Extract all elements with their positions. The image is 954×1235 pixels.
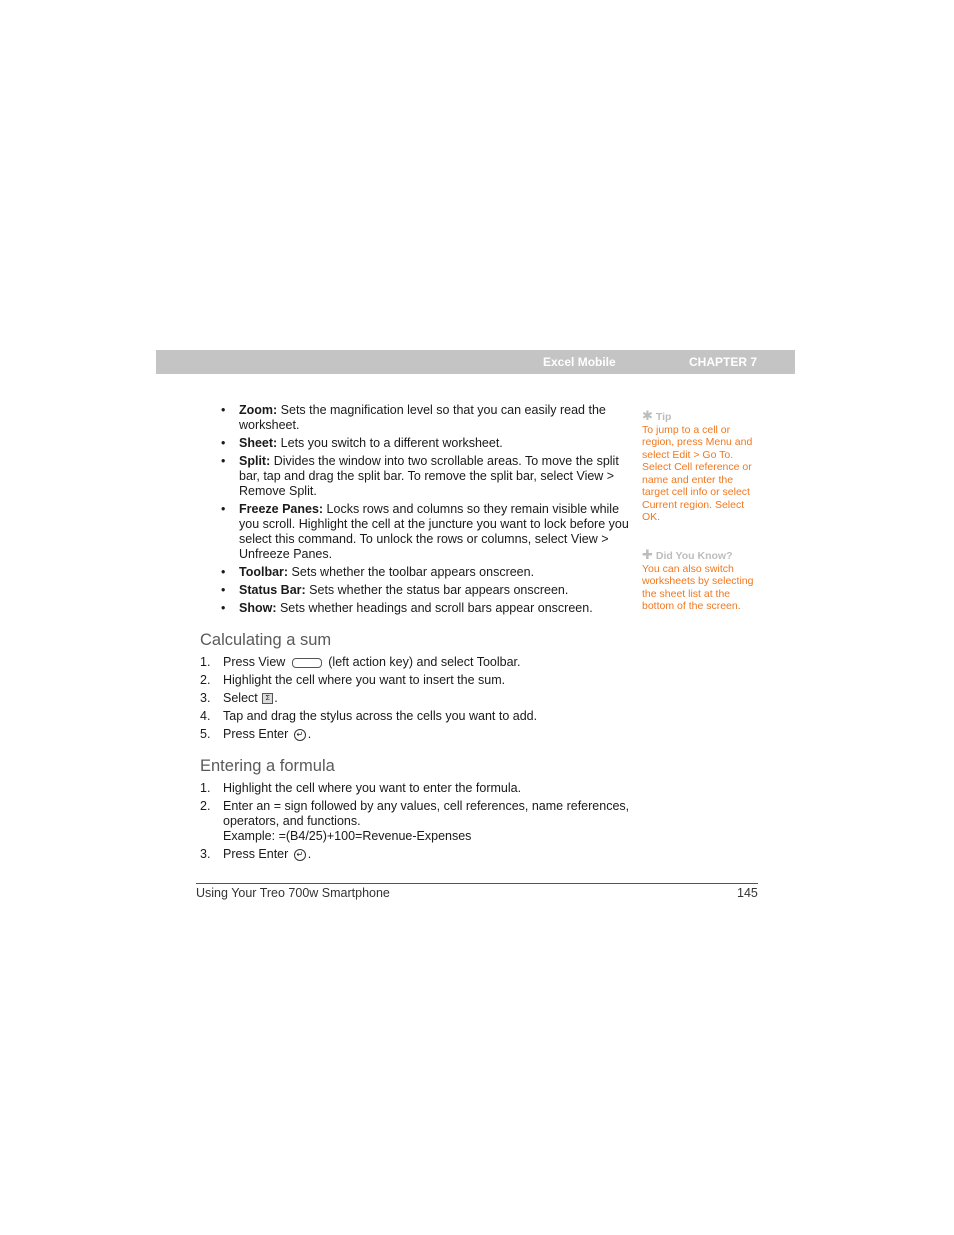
did-you-know-box: [642, 549, 760, 613]
list-item-term: Split:: [239, 454, 271, 468]
page-number: 145: [737, 886, 758, 900]
enter-key-icon: ↵: [294, 849, 306, 861]
list-item: [200, 454, 630, 499]
tip-label-text: Tip: [655, 411, 672, 423]
list-item-term: Zoom:: [239, 403, 278, 417]
formula-example: Example: =(B4/25)+100=Revenue-Expenses: [223, 829, 472, 843]
step-text: Highlight the cell where you want to insert the sum.: [223, 673, 506, 687]
chapter-header-bar: [156, 350, 795, 374]
list-item-text: Sets whether headings and scroll bars appear onscreen.: [276, 601, 593, 615]
formula-steps-list: [200, 781, 630, 862]
footer-divider: [196, 883, 758, 884]
left-action-key-icon: [292, 658, 322, 668]
step-text: .: [274, 691, 278, 705]
step-item: [200, 847, 630, 862]
step-number: 3.: [200, 691, 211, 705]
list-item-text: Sets the magnification level so that you can easily read the worksheet.: [239, 403, 606, 432]
list-item-text: Sets whether the status bar appears onscreen.: [305, 583, 569, 597]
asterisk-icon: ✱: [642, 408, 653, 423]
list-item-term: Toolbar:: [239, 565, 289, 579]
view-options-list: [200, 403, 630, 616]
step-item: [200, 691, 630, 706]
did-you-know-label-text: Did You Know?: [655, 550, 733, 562]
list-item-term: Status Bar:: [239, 583, 306, 597]
list-item-text: Sets whether the toolbar appears onscreen.: [288, 565, 535, 579]
step-text: Enter an = sign followed by any values, cell references, name references, operators, and functions.: [223, 799, 630, 828]
list-item-text: Lets you switch to a different worksheet.: [277, 436, 503, 450]
step-number: 3.: [200, 847, 211, 861]
sum-steps-list: [200, 655, 630, 742]
step-number: 5.: [200, 727, 211, 741]
list-item-term: Freeze Panes:: [239, 502, 324, 516]
step-number: 1.: [200, 781, 211, 795]
list-item-term: Sheet:: [239, 436, 278, 450]
tip-box: [642, 410, 760, 524]
step-item: [200, 781, 630, 796]
formula-section-heading: Entering a formula: [200, 757, 335, 775]
list-item: [200, 403, 630, 433]
step-text: Press Enter: [223, 847, 289, 861]
plus-icon: ✚: [642, 547, 653, 562]
list-item-term: Show:: [239, 601, 277, 615]
did-you-know-text: You can also switch worksheets by selecting the sheet list at the bottom of the screen.: [642, 562, 754, 612]
list-item: [200, 502, 630, 562]
tip-text: To jump to a cell or region, press Menu and select Edit > Go To. Select Cell reference or name and enter the target cell info or select Current region. Select OK.: [642, 423, 753, 523]
step-text: Select: [223, 691, 258, 705]
header-title: Excel Mobile: [543, 355, 616, 369]
header-chapter: CHAPTER 7: [689, 355, 758, 369]
step-item: [200, 655, 630, 670]
tip-label: [642, 410, 760, 424]
list-item: [200, 436, 630, 451]
step-text: Press View: [223, 655, 286, 669]
enter-key-icon: ↵: [294, 729, 306, 741]
step-number: 4.: [200, 709, 211, 723]
main-content: [200, 403, 630, 865]
step-number: 2.: [200, 673, 211, 687]
autosum-icon: Σ: [262, 693, 273, 704]
step-item: [200, 727, 630, 742]
list-item: [200, 601, 630, 616]
step-text: .: [307, 847, 312, 861]
step-number: 1.: [200, 655, 211, 669]
footer-book-title: Using Your Treo 700w Smartphone: [196, 886, 390, 900]
step-number: 2.: [200, 799, 211, 813]
list-item: [200, 565, 630, 580]
step-item: [200, 799, 630, 844]
step-text: Highlight the cell where you want to enter the formula.: [223, 781, 522, 795]
list-item: [200, 583, 630, 598]
step-text: (left action key) and select Toolbar.: [328, 655, 521, 669]
did-you-know-label: [642, 549, 760, 563]
sum-section-heading: Calculating a sum: [200, 631, 332, 649]
step-text: Tap and drag the stylus across the cells you want to add.: [223, 709, 538, 723]
list-item-text: Divides the window into two scrollable areas. To move the split bar, tap and drag the split bar. To remove the split bar, select View > Remove Split.: [239, 454, 619, 498]
list-item-text: Locks rows and columns so they remain visible while you scroll. Highlight the cell at the juncture you want to lock before you select this command. To unlock the rows or columns, select View > Unfreeze Panes.: [239, 502, 629, 561]
step-text: .: [307, 727, 312, 741]
step-text: Press Enter: [223, 727, 289, 741]
step-item: [200, 709, 630, 724]
step-item: [200, 673, 630, 688]
